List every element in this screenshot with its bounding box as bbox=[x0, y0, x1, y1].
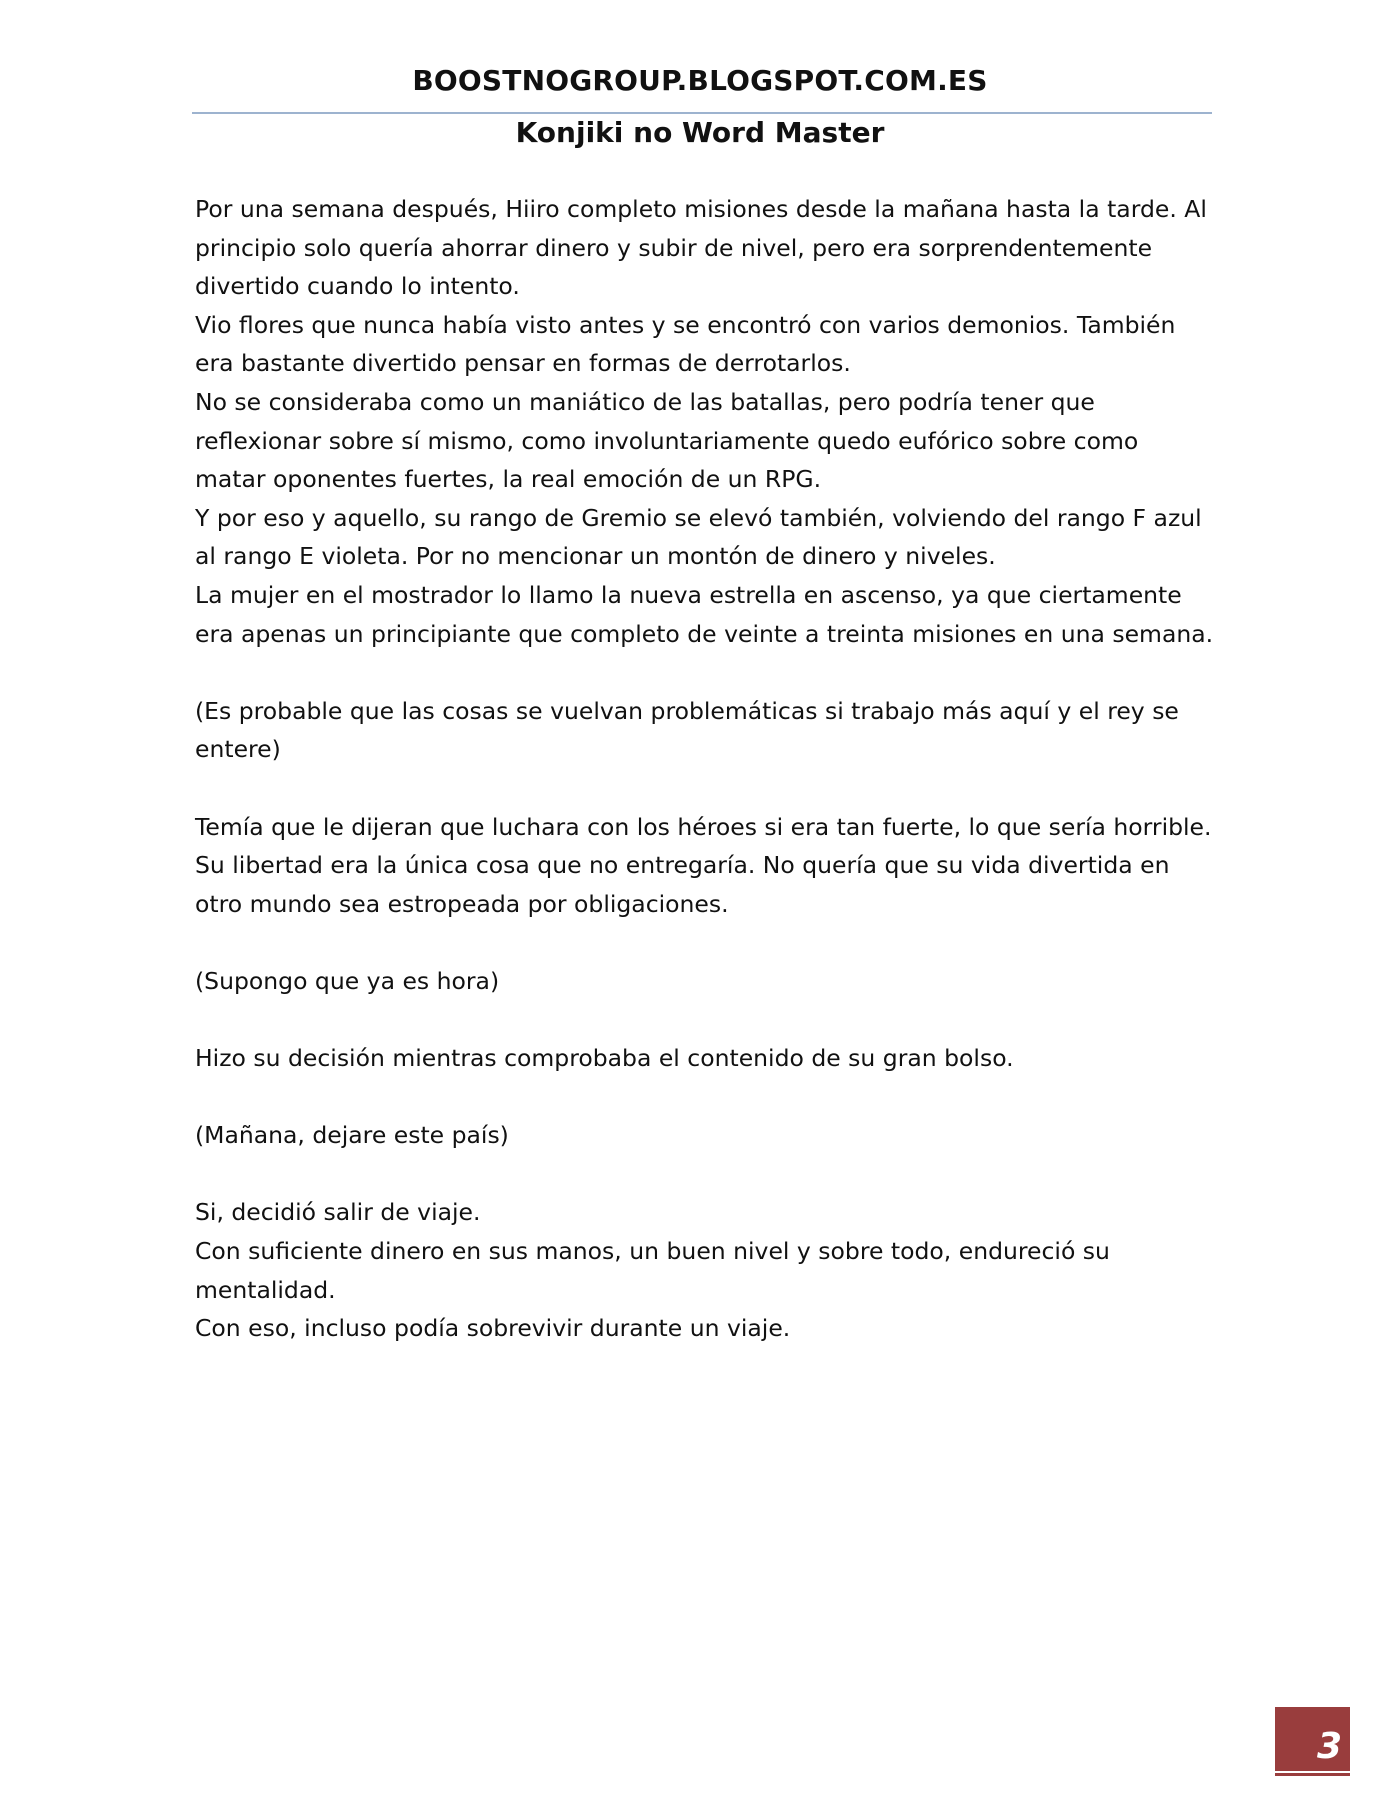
paragraph: La mujer en el mostrador lo llamo la nueva estrella en ascenso, ya que ciertamente era apenas un principiante que completo de veinte a treinta misiones en una semana. bbox=[195, 580, 1214, 648]
body-text bbox=[195, 190, 1215, 1348]
page-number-badge bbox=[1275, 1707, 1350, 1771]
document-title: Konjiki no Word Master bbox=[515, 116, 885, 149]
header-divider bbox=[192, 112, 1212, 114]
paragraph: Con suficiente dinero en sus manos, un buen nivel y sobre todo, endureció su mentalidad. bbox=[195, 1237, 1110, 1304]
paragraph-gap bbox=[195, 653, 1215, 692]
paragraph-gap bbox=[195, 923, 1215, 962]
paragraph-gap bbox=[195, 769, 1215, 808]
paragraph: Vio flores que nunca había visto antes y se encontró con varios demonios. También era bastante divertido pensar en formas de derrotarlos. bbox=[195, 310, 1176, 378]
paragraph: Con eso, incluso podía sobrevivir durante un viaje. bbox=[195, 1314, 791, 1343]
paragraph: Hizo su decisión mientras comprobaba el contenido de su gran bolso. bbox=[195, 1044, 1014, 1073]
paragraph-gap bbox=[195, 1000, 1215, 1039]
paragraph: (Mañana, dejare este país) bbox=[195, 1121, 509, 1150]
paragraph: Por una semana después, Hiiro completo misiones desde la mañana hasta la tarde. Al principio solo quería ahorrar dinero y subir de nivel, pero era sorprendentemente divertido cuando lo intento. bbox=[195, 195, 1207, 301]
page-number-underline bbox=[1275, 1773, 1350, 1776]
site-header: BOOSTNOGROUP.BLOGSPOT.COM.ES bbox=[412, 64, 988, 97]
paragraph: Y por eso y aquello, su rango de Gremio se elevó también, volviendo del rango F azul al rango E violeta. Por no mencionar un montón de dinero y niveles. bbox=[195, 503, 1202, 571]
paragraph: No se consideraba como un maniático de las batallas, pero podría tener que reflexionar sobre sí mismo, como involuntariamente quedo eufórico sobre como matar oponentes fuertes, la real emoción de un RPG. bbox=[195, 387, 1139, 494]
paragraph-gap bbox=[195, 1155, 1215, 1194]
page-number: 3 bbox=[1316, 1726, 1342, 1767]
paragraph: Si, decidió salir de viaje. bbox=[195, 1198, 481, 1227]
paragraph: Temía que le dijeran que luchara con los héroes si era tan fuerte, lo que sería horrible. Su libertad era la única cosa que no entregaría. No quería que su vida divertida en otro mundo sea estropeada por obligaciones. bbox=[195, 812, 1212, 918]
paragraph-gap bbox=[195, 1078, 1215, 1117]
paragraph: (Es probable que las cosas se vuelvan problemáticas si trabajo más aquí y el rey se entere) bbox=[195, 696, 1179, 764]
paragraph: (Supongo que ya es hora) bbox=[195, 966, 500, 995]
